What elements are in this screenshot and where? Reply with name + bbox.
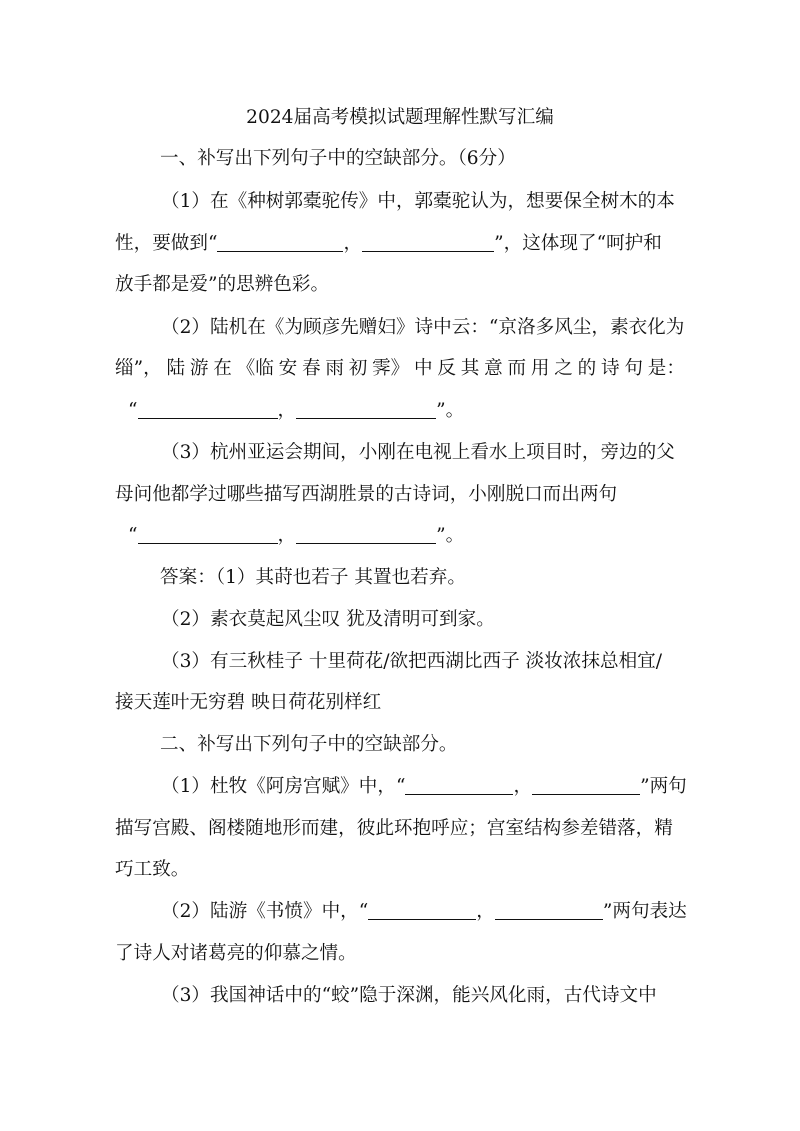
- s1-q1-line1: （1）在《种树郭橐驼传》中，郭橐驼认为，想要保全树木的本: [161, 191, 675, 212]
- fill-blank: [296, 400, 436, 419]
- s1-q2-line2: 缁”， 陆 游 在 《临 安 春 雨 初 霁》 中 反 其 意 而 用 之 的 诗 句 是：: [115, 358, 685, 379]
- fill-blank: [368, 901, 476, 920]
- s2-q2-line2: 了诗人对诸葛亮的仰慕之情。: [115, 943, 357, 964]
- s2-q1-line1: （1）杜牧《阿房宫赋》中，“ ， ”两句: [161, 776, 687, 797]
- s1-q2-line1: （2）陆机在《为顾彦先赠妇》诗中云：“京洛多风尘，素衣化为: [161, 317, 685, 338]
- answer-line-1: 答案：（1）其莳也若子 其置也若弃。: [160, 567, 466, 588]
- section1-heading: 一、补写出下列句子中的空缺部分。（6分）: [160, 148, 516, 169]
- s1-q3-line2: 母问他都学过哪些描写西湖胜景的古诗词，小刚脱口而出两句: [115, 484, 618, 505]
- page-title: 2024届高考模拟试题理解性默写汇编: [246, 107, 554, 128]
- s2-q1-line3: 巧工致。: [115, 859, 190, 880]
- section2-heading: 二、补写出下列句子中的空缺部分。: [160, 734, 458, 755]
- s1-q1-line2: 性，要做到“ ， ”，这体现了“呵护和: [115, 233, 662, 254]
- fill-blank: [138, 400, 278, 419]
- s2-q2-line1: （2）陆游《书愤》中，“ ， ”两句表达: [161, 901, 687, 922]
- fill-blank: [495, 901, 603, 920]
- answer-line-2: （2）素衣莫起风尘叹 犹及清明可到家。: [161, 609, 495, 630]
- s2-q3-line1: （3）我国神话中的“蛟”隐于深渊，能兴风化雨，古代诗文中: [161, 985, 657, 1006]
- s2-q1-line2: 描写宫殿、阁楼随地形而建，彼此环抱呼应；宫室结构参差错落，精: [115, 818, 673, 839]
- fill-blank: [138, 525, 278, 544]
- s1-q1-line3: 放手都是爱”的思辨色彩。: [115, 274, 330, 295]
- answer-line-3: （3）有三秋桂子 十里荷花/欲把西湖比西子 淡妆浓抹总相宜/: [161, 651, 663, 672]
- fill-blank: [362, 233, 494, 252]
- fill-blank: [532, 776, 640, 795]
- fill-blank: [217, 233, 343, 252]
- s1-q2-line3: “ ， ”。: [128, 400, 465, 421]
- s1-q3-line1: （3）杭州亚运会期间，小刚在电视上看水上项目时，旁边的父: [161, 442, 675, 463]
- answer-line-4: 接天莲叶无穷碧 映日荷花别样红: [115, 692, 382, 713]
- s1-q3-line3: “ ， ”。: [128, 525, 465, 546]
- fill-blank: [296, 525, 436, 544]
- fill-blank: [405, 776, 513, 795]
